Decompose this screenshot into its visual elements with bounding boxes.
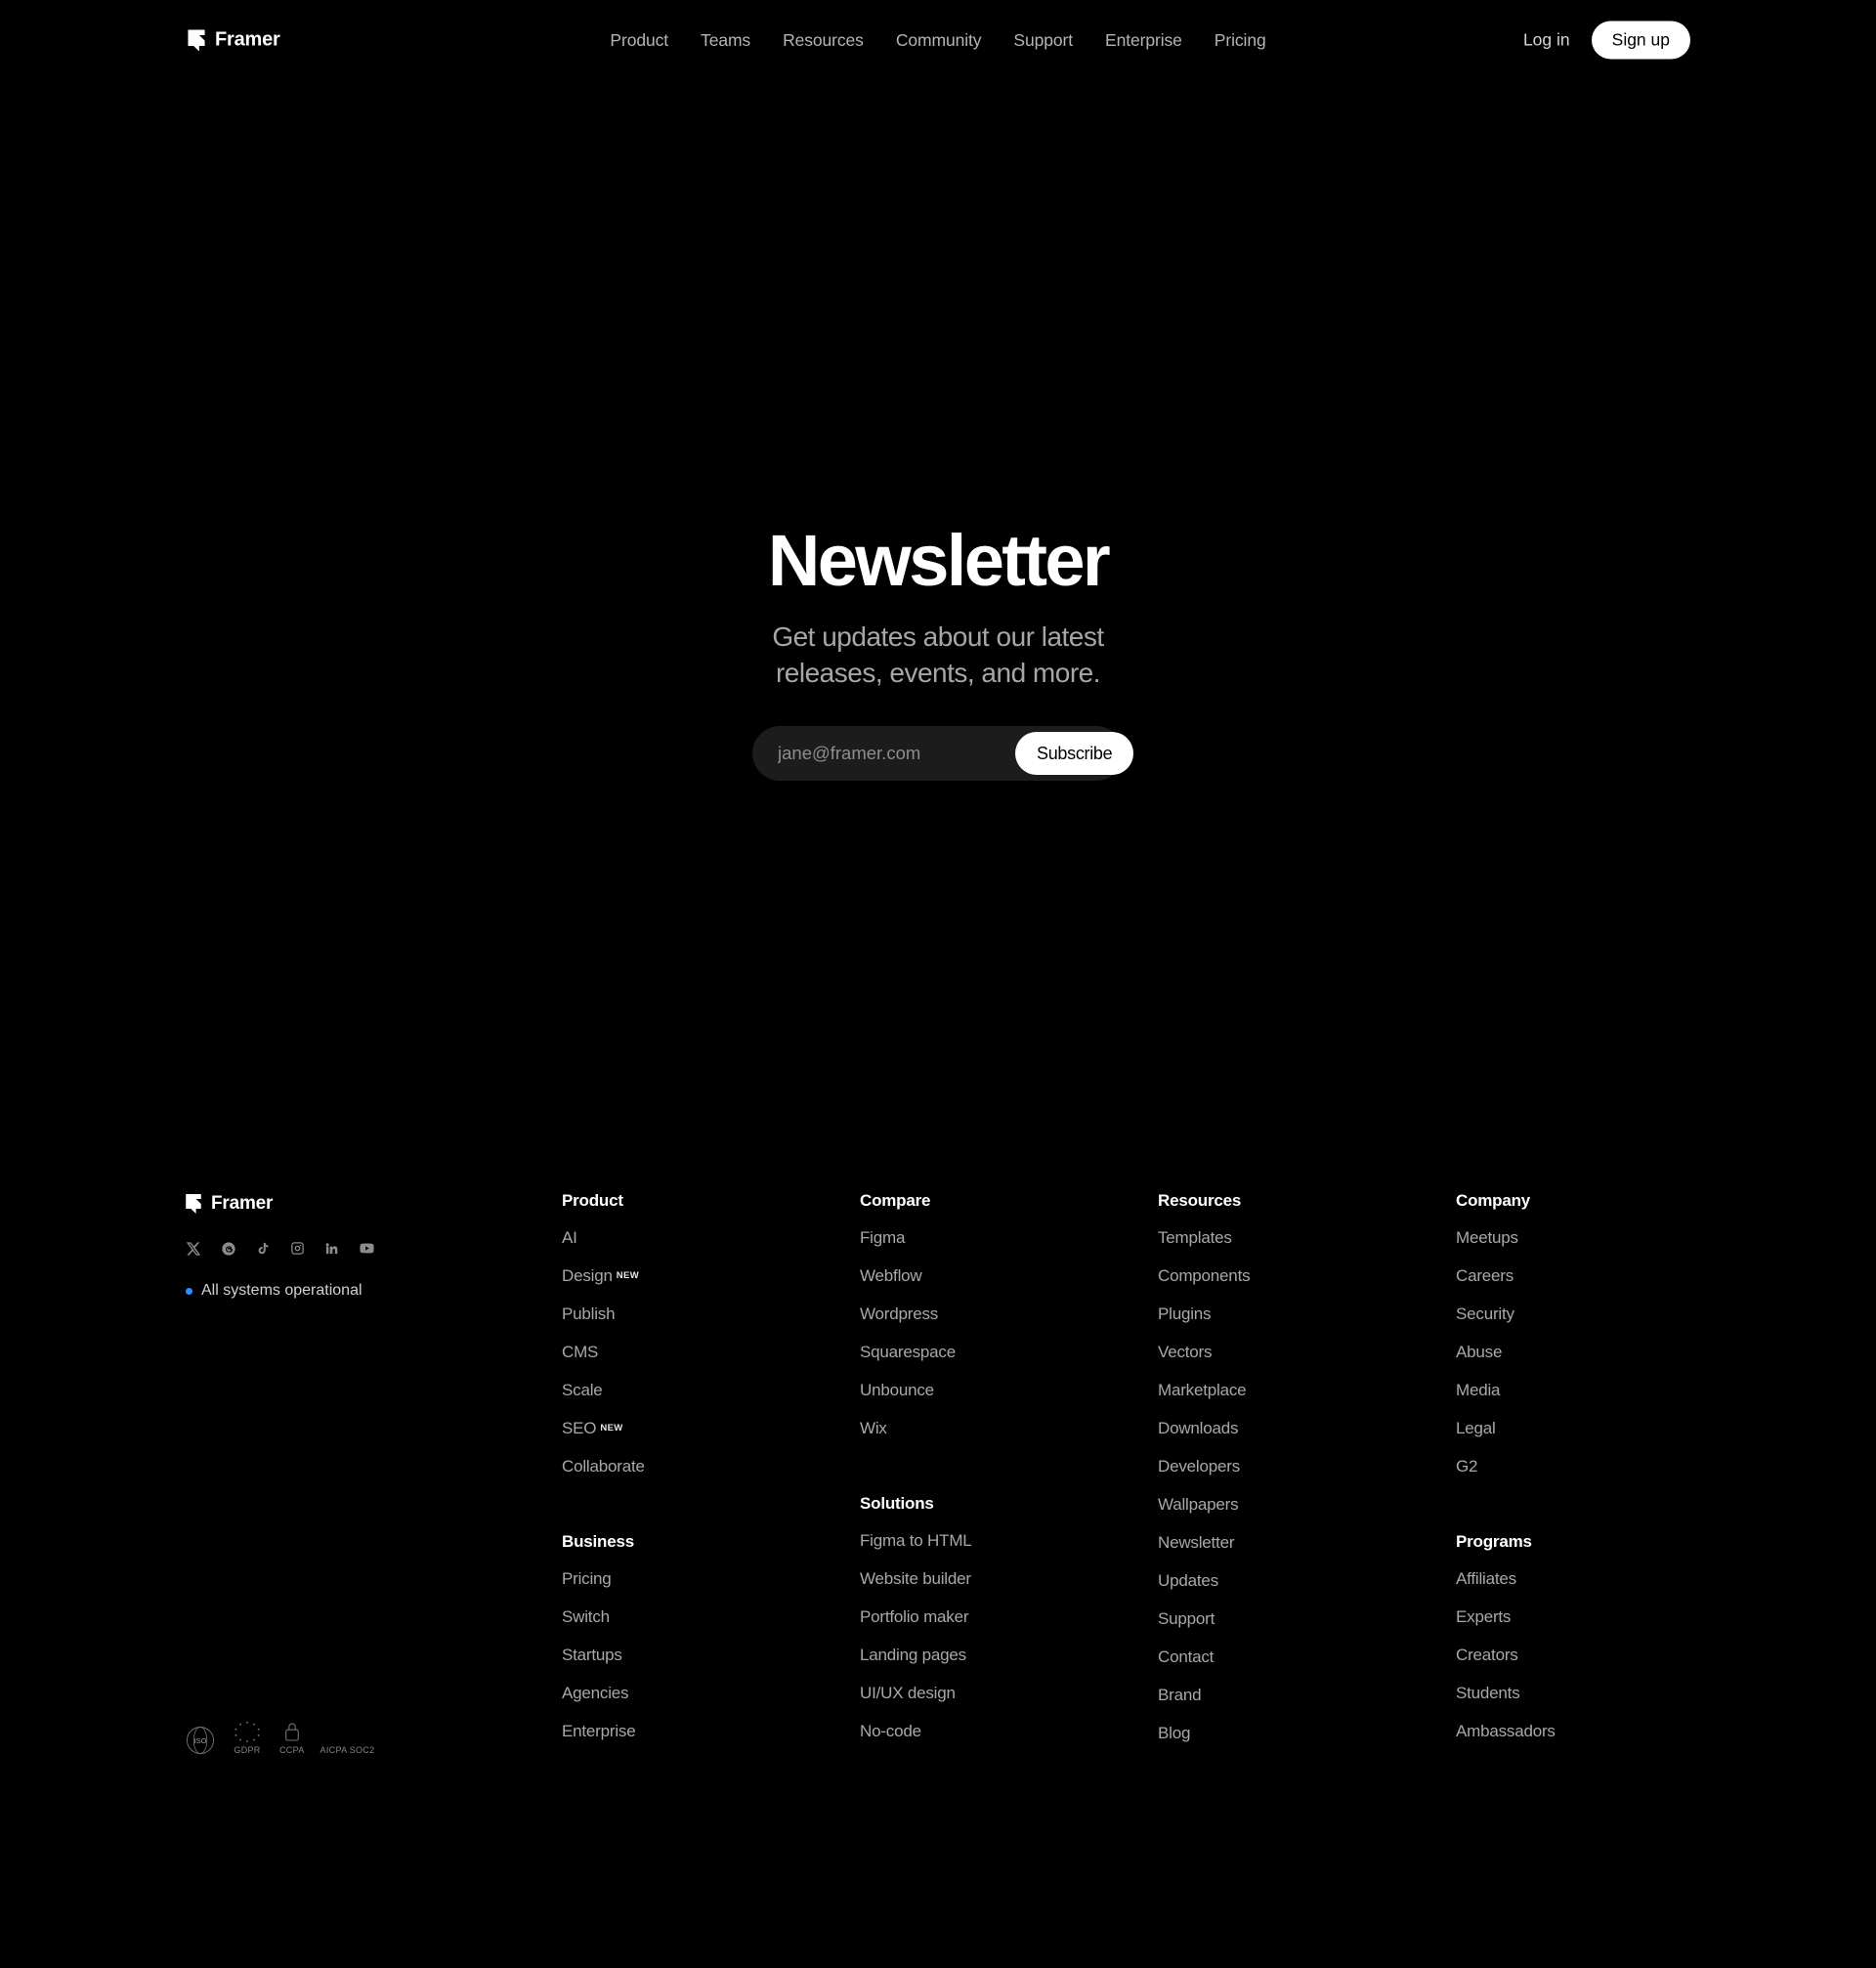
page-subtitle: Get updates about our latest releases, events, and more. [772,621,1104,689]
footer-group-title: Business [562,1532,634,1552]
footer-group-title: Resources [1158,1191,1242,1211]
footer-link-publish[interactable]: Publish [562,1305,616,1324]
nav-item-enterprise[interactable]: Enterprise [1105,29,1182,50]
footer-link-unbounce[interactable]: Unbounce [860,1381,934,1400]
page-title: Newsletter [767,520,1109,601]
nav-item-teams[interactable]: Teams [701,29,751,50]
footer-column-product [562,1191,860,1762]
nav-item-product[interactable]: Product [610,29,669,50]
footer-link-templates[interactable]: Templates [1158,1228,1232,1248]
footer-link-figma[interactable]: Figma [860,1228,906,1248]
youtube-icon [359,1240,375,1257]
footer-link-plugins[interactable]: Plugins [1158,1305,1212,1324]
social-link-instagram[interactable] [290,1241,305,1256]
footer-group-solutions [860,1494,1158,1741]
gdpr-stars-icon [231,1720,264,1743]
footer-link-media[interactable]: Media [1456,1381,1501,1400]
footer-link-ui-ux-design[interactable]: UI/UX design [860,1684,956,1703]
status-text: All systems operational [201,1282,362,1300]
social-link-threads[interactable] [221,1241,236,1257]
footer-link-g2[interactable]: G2 [1456,1457,1478,1476]
status-dot-icon [186,1288,192,1295]
badge-label-gdpr: GDPR [234,1745,261,1756]
footer-group-business [562,1532,860,1741]
login-link[interactable]: Log in [1522,29,1570,50]
footer-link-wallpapers[interactable]: Wallpapers [1158,1495,1239,1515]
footer-link-ambassadors[interactable]: Ambassadors [1456,1722,1556,1741]
footer-link-legal[interactable]: Legal [1456,1419,1496,1438]
threads-icon [221,1241,236,1257]
footer-group-title: Solutions [860,1494,934,1514]
footer-column-company [1456,1191,1754,1762]
footer-link-downloads[interactable]: Downloads [1158,1419,1239,1438]
social-link-linkedin[interactable] [324,1241,339,1256]
footer-column-resources [1158,1191,1456,1762]
footer-group-company [1456,1191,1754,1476]
footer-link-creators[interactable]: Creators [1456,1646,1518,1665]
main-nav [610,30,1265,51]
footer-link-columns [562,1191,1754,1762]
footer-link-careers[interactable]: Careers [1456,1266,1514,1286]
footer-link-label: Design [562,1266,613,1286]
footer-link-collaborate[interactable]: Collaborate [562,1457,645,1476]
email-input[interactable] [758,743,1015,764]
footer-link-pricing[interactable]: Pricing [562,1569,612,1589]
instagram-icon [290,1241,305,1256]
footer-group-title: Product [562,1191,623,1211]
signup-button[interactable]: Sign up [1592,21,1690,60]
footer-link-seo[interactable] [562,1419,860,1438]
framer-logo-text: Framer [215,28,280,51]
footer-link-webflow[interactable]: Webflow [860,1266,922,1286]
footer-link-affiliates[interactable]: Affiliates [1456,1569,1516,1589]
badge-iso [186,1726,215,1755]
compliance-badges [186,1720,562,1755]
badge-aicpa-soc2 [320,1744,375,1756]
linkedin-icon [324,1241,339,1256]
footer-column-compare [860,1191,1158,1762]
footer-brand-column [186,1191,562,1755]
subscribe-button[interactable]: Subscribe [1015,732,1133,775]
footer-framer-logo[interactable] [186,1193,562,1215]
footer-link-enterprise[interactable]: Enterprise [562,1722,636,1741]
social-link-youtube[interactable] [359,1240,375,1257]
footer-link-cms[interactable]: CMS [562,1343,599,1362]
footer-link-ai[interactable]: AI [562,1228,577,1248]
footer-logo-text: Framer [211,1193,274,1215]
footer-link-website-builder[interactable]: Website builder [860,1569,971,1589]
badge-label-aicpa: AICPA SOC2 [320,1744,375,1755]
status-badge [186,1282,562,1300]
badge-ccpa [279,1720,305,1755]
header-actions [1523,21,1690,60]
footer-link-developers[interactable]: Developers [1158,1457,1240,1476]
footer-link-contact[interactable]: Contact [1158,1647,1215,1667]
framer-logo-icon [186,1194,201,1214]
footer-link-agencies[interactable]: Agencies [562,1684,629,1703]
footer-link-experts[interactable]: Experts [1456,1607,1512,1627]
footer-link-updates[interactable]: Updates [1158,1571,1218,1591]
iso-icon [186,1726,215,1755]
footer-link-vectors[interactable]: Vectors [1158,1343,1213,1362]
newsletter-form [752,726,1124,781]
footer-link-security[interactable]: Security [1456,1305,1514,1324]
footer-group-product [562,1191,860,1476]
footer-link-abuse[interactable]: Abuse [1456,1343,1503,1362]
footer-link-no-code[interactable]: No-code [860,1722,921,1741]
footer-link-marketplace[interactable]: Marketplace [1158,1381,1247,1400]
footer-link-wordpress[interactable]: Wordpress [860,1305,939,1324]
footer-link-label: SEO [562,1419,597,1438]
footer-link-switch[interactable]: Switch [562,1607,610,1627]
nav-item-pricing[interactable]: Pricing [1214,29,1266,50]
newsletter-hero [0,80,1876,781]
framer-logo-icon [188,29,205,51]
site-footer [0,1191,1876,1820]
social-link-tiktok[interactable] [256,1241,271,1256]
footer-link-wix[interactable]: Wix [860,1419,887,1438]
framer-logo[interactable] [188,29,280,52]
footer-link-components[interactable]: Components [1158,1266,1251,1286]
tiktok-icon [256,1241,271,1256]
badge-gdpr [231,1720,264,1755]
footer-link-support[interactable]: Support [1158,1609,1215,1629]
footer-link-blog[interactable]: Blog [1158,1724,1191,1743]
nav-item-support[interactable]: Support [1013,29,1074,50]
footer-link-portfolio-maker[interactable]: Portfolio maker [860,1607,969,1627]
nav-item-community[interactable]: Community [895,29,982,50]
footer-group-title: Programs [1456,1532,1532,1552]
footer-link-newsletter[interactable]: Newsletter [1158,1533,1235,1553]
footer-link-squarespace[interactable]: Squarespace [860,1343,956,1362]
footer-link-brand[interactable]: Brand [1158,1686,1202,1705]
social-links [186,1240,562,1257]
footer-link-students[interactable]: Students [1456,1684,1520,1703]
lock-icon [283,1720,301,1743]
footer-group-programs [1456,1532,1754,1741]
footer-group-title: Compare [860,1191,931,1211]
x-icon [186,1241,201,1257]
site-header [0,0,1876,80]
footer-link-figma-to-html[interactable]: Figma to HTML [860,1531,972,1551]
footer-link-startups[interactable]: Startups [562,1646,622,1665]
badge-label-ccpa: CCPA [279,1745,305,1756]
footer-link-design[interactable] [562,1266,860,1286]
footer-link-scale[interactable]: Scale [562,1381,603,1400]
svg-text:ISO: ISO [193,1736,207,1746]
footer-link-landing-pages[interactable]: Landing pages [860,1646,966,1665]
social-link-x[interactable] [186,1241,201,1257]
footer-link-meetups[interactable]: Meetups [1456,1228,1518,1248]
footer-group-resources [1158,1191,1456,1743]
nav-item-resources[interactable]: Resources [783,29,864,50]
new-tag: NEW [600,1423,623,1434]
footer-group-compare [860,1191,1158,1438]
new-tag: NEW [616,1270,640,1282]
footer-group-title: Company [1456,1191,1531,1211]
